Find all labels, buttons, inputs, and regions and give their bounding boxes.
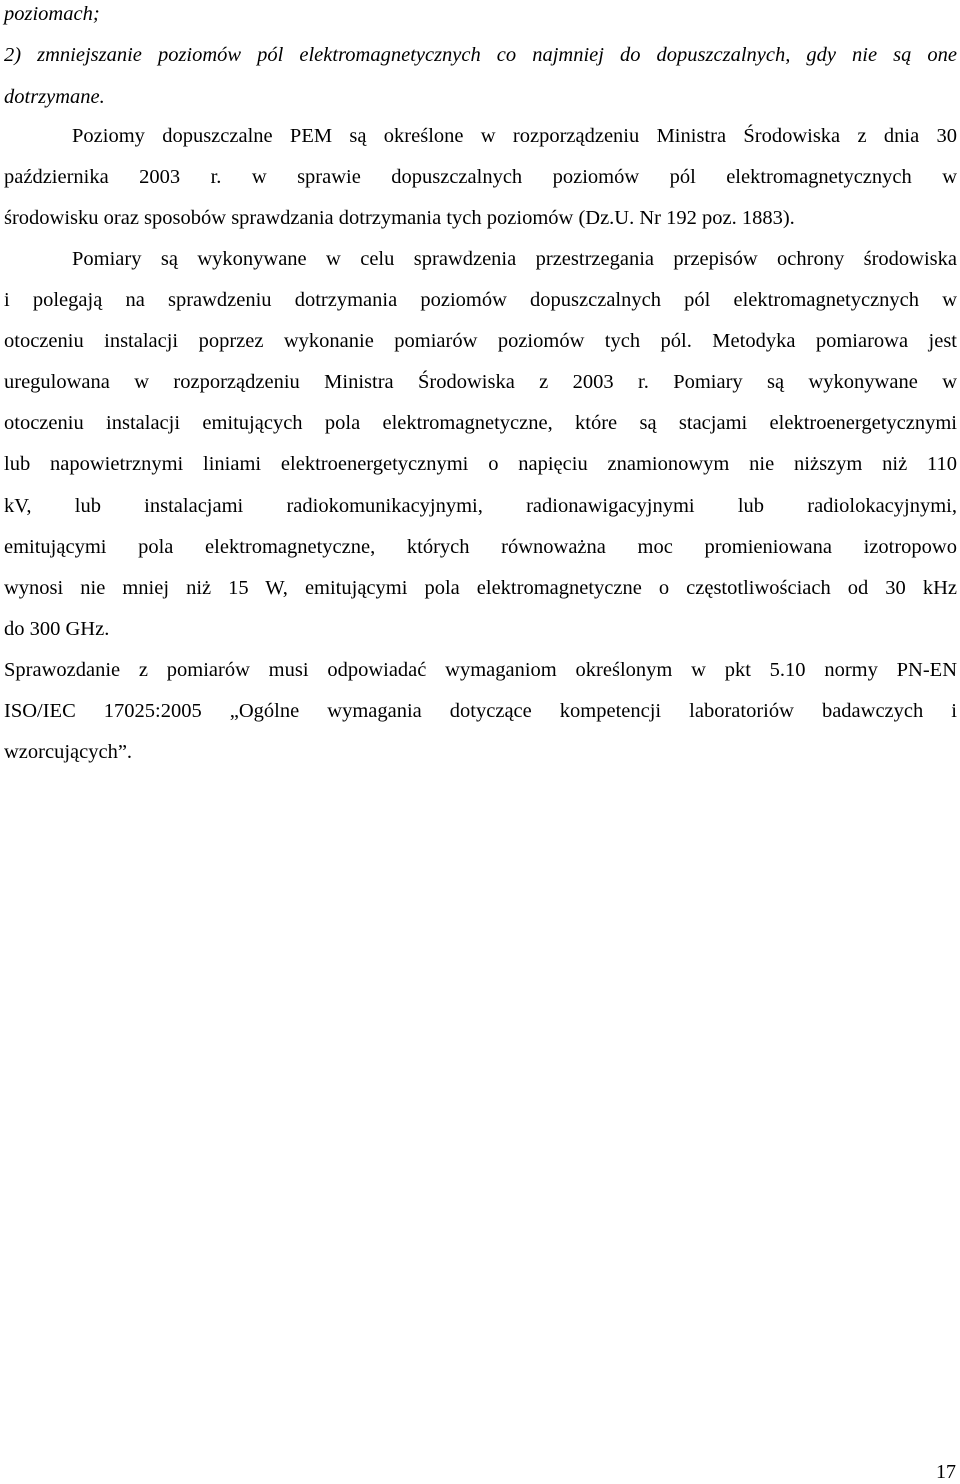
- text-line: i polegają na sprawdzeniu dotrzymania poziomów dopuszczalnych pól elektromagnetycznych w: [4, 289, 957, 311]
- text-line: środowisku oraz sposobów sprawdzania dotrzymania tych poziomów (Dz.U. Nr 192 poz. 1883).: [4, 207, 795, 229]
- text-line: uregulowana w rozporządzeniu Ministra Środowiska z 2003 r. Pomiary są wykonywane w: [4, 371, 957, 393]
- text-line: emitującymi pola elektromagnetyczne, których równoważna moc promieniowana izotropowo: [4, 536, 957, 558]
- text-line: wzorcujących”.: [4, 741, 133, 763]
- text-line: Pomiary są wykonywane w celu sprawdzenia przestrzegania przepisów ochrony środowiska: [72, 248, 957, 270]
- text-line: 2) zmniejszanie poziomów pól elektromagnetycznych co najmniej do dopuszczalnych, gdy nie są one: [4, 44, 957, 66]
- text-line: wynosi nie mniej niż 15 W, emitującymi pola elektromagnetyczne o częstotliwościach od 30 kHz: [4, 577, 957, 599]
- text-line: Sprawozdanie z pomiarów musi odpowiadać wymaganiom określonym w pkt 5.10 normy PN-EN: [4, 659, 957, 681]
- text-line: dotrzymane.: [4, 86, 105, 108]
- text-line: Poziomy dopuszczalne PEM są określone w rozporządzeniu Ministra Środowiska z dnia 30: [72, 125, 957, 147]
- text-line: lub napowietrznymi liniami elektroenergetycznymi o napięciu znamionowym nie niższym niż 110: [4, 453, 957, 475]
- text-line: otoczeniu instalacji poprzez wykonanie pomiarów poziomów tych pól. Metodyka pomiarowa jest: [4, 330, 957, 352]
- text-line: poziomach;: [4, 3, 100, 25]
- text-line: ISO/IEC 17025:2005 „Ogólne wymagania dotyczące kompetencji laboratoriów badawczych i: [4, 700, 957, 722]
- page-number: 17: [936, 1461, 956, 1483]
- text-line: do 300 GHz.: [4, 618, 110, 640]
- text-line: października 2003 r. w sprawie dopuszczalnych poziomów pól elektromagnetycznych w: [4, 166, 957, 188]
- text-line: kV, lub instalacjami radiokomunikacyjnymi, radionawigacyjnymi lub radiolokacyjnymi,: [4, 495, 957, 517]
- text-line: otoczeniu instalacji emitujących pola elektromagnetyczne, które są stacjami elektroenergetycznymi: [4, 412, 957, 434]
